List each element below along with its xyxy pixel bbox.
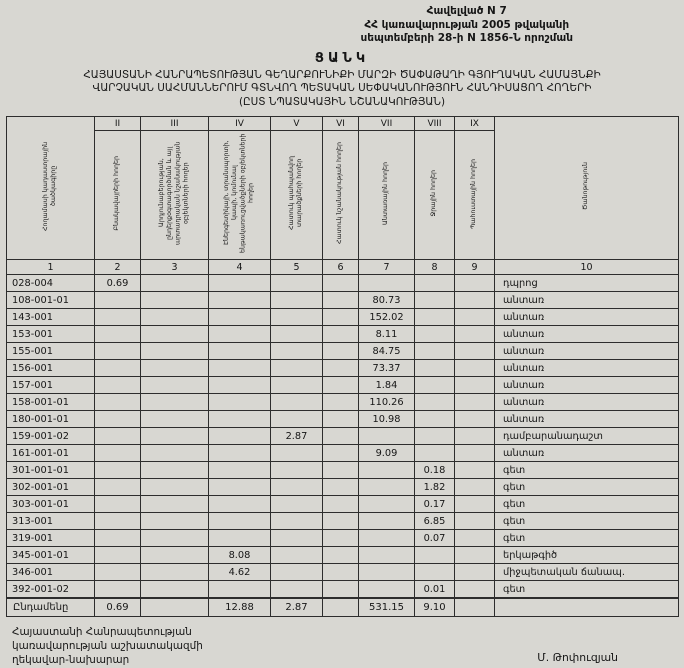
table-row (7, 326, 679, 343)
roman-numeral-VI: VI (323, 117, 359, 131)
table-row (7, 394, 679, 411)
table-row (7, 462, 679, 479)
parcel-code-cell: 392-001-02 (7, 581, 95, 599)
parcel-code-cell: 345-001-01 (7, 547, 95, 564)
value-cell (415, 547, 455, 564)
value-cell: 1.84 (359, 377, 415, 394)
value-cell: 0.07 (415, 530, 455, 547)
value-cell (141, 377, 209, 394)
value-cell (95, 326, 141, 343)
value-cell (141, 479, 209, 496)
value-cell: 1.82 (415, 479, 455, 496)
table-row (7, 547, 679, 564)
value-cell (455, 530, 495, 547)
value-cell (415, 360, 455, 377)
value-cell (323, 394, 359, 411)
header-category-7-label: Անտառային հողեր (382, 161, 390, 225)
value-cell (95, 462, 141, 479)
value-cell (141, 581, 209, 599)
table-row (7, 292, 679, 309)
value-cell (95, 496, 141, 513)
value-cell (359, 530, 415, 547)
value-cell (95, 394, 141, 411)
roman-numeral-V: V (271, 117, 323, 131)
value-cell (141, 326, 209, 343)
column-number-4: 4 (209, 260, 271, 275)
value-cell (209, 292, 271, 309)
value-cell (271, 564, 323, 581)
value-cell (95, 343, 141, 360)
value-cell (95, 564, 141, 581)
parcel-code-cell: 153-001 (7, 326, 95, 343)
parcel-code-cell: 028-004 (7, 275, 95, 292)
table-row (7, 343, 679, 360)
value-cell (323, 445, 359, 462)
value-cell (271, 411, 323, 428)
table-row (7, 581, 679, 599)
roman-numeral-row (7, 117, 679, 131)
value-cell (455, 428, 495, 445)
value-cell (141, 462, 209, 479)
column-number-1: 1 (7, 260, 95, 275)
parcel-code-cell: 158-001-01 (7, 394, 95, 411)
value-cell (271, 377, 323, 394)
value-cell (323, 292, 359, 309)
header-category-4-label: Էներգետիկայի, տրանսպորտի, կապի, կոմունալ ենթակառուցվածքների օբյեկտների հողեր (223, 133, 255, 254)
value-cell (209, 428, 271, 445)
header-category-5-label: Հատուկ պահպանվող տարածքների հողեր (288, 156, 304, 231)
value-cell (95, 479, 141, 496)
header-category-9 (455, 131, 495, 260)
value-cell (415, 292, 455, 309)
total-value-cell (141, 598, 209, 617)
value-cell (141, 275, 209, 292)
value-cell (209, 343, 271, 360)
note-cell: անտառ (495, 411, 679, 428)
note-cell: գետ (495, 530, 679, 547)
note-cell: անտառ (495, 309, 679, 326)
value-cell (455, 513, 495, 530)
value-cell (141, 309, 209, 326)
value-cell (455, 343, 495, 360)
header-category-6 (323, 131, 359, 260)
value-cell (323, 496, 359, 513)
value-cell (271, 343, 323, 360)
header-category-7 (359, 131, 415, 260)
column-number-2: 2 (95, 260, 141, 275)
value-cell (95, 411, 141, 428)
value-cell (323, 513, 359, 530)
header-parcel-code (7, 117, 95, 260)
parcel-code-cell: 302-001-01 (7, 479, 95, 496)
value-cell: 152.02 (359, 309, 415, 326)
value-cell: 110.26 (359, 394, 415, 411)
value-cell (415, 275, 455, 292)
header-category-6-label: Հատուկ նշանակության հողեր (336, 142, 344, 245)
header-category-2 (95, 131, 141, 260)
note-cell: դպրոց (495, 275, 679, 292)
value-cell (271, 292, 323, 309)
value-cell (271, 445, 323, 462)
value-cell (455, 411, 495, 428)
value-cell (455, 445, 495, 462)
value-cell (359, 275, 415, 292)
value-cell (271, 581, 323, 599)
value-cell (455, 377, 495, 394)
value-cell (359, 496, 415, 513)
parcel-code-cell: 313-001 (7, 513, 95, 530)
value-cell (455, 581, 495, 599)
value-cell (141, 360, 209, 377)
column-number-6: 6 (323, 260, 359, 275)
value-cell (209, 530, 271, 547)
value-cell (323, 411, 359, 428)
signature-block (6, 617, 678, 667)
value-cell (323, 462, 359, 479)
table-row (7, 411, 679, 428)
total-label-cell: Ընդամենը (7, 598, 95, 617)
value-cell (323, 547, 359, 564)
signatory-name: Մ. Թոփուզյան (537, 651, 618, 665)
value-cell (415, 343, 455, 360)
value-cell (415, 309, 455, 326)
header-note-label: Ծանոթություն (582, 162, 590, 211)
total-value-cell: 12.88 (209, 598, 271, 617)
value-cell (95, 428, 141, 445)
value-cell (323, 343, 359, 360)
value-cell (209, 377, 271, 394)
subtitle-line-2: ՎԱՐՉԱԿԱՆ ՍԱՀՄԱՆՆԵՐՈՒՄ ԳՏՆՎՈՂ ՊԵՏԱԿԱՆ ՍԵՓԱԿԱՆՈՒԹՅՈՒՆ ՀԱՆԴԻՍԱՑՈՂ ՀՈՂԵՐԻ (92, 82, 592, 95)
annex-block (360, 5, 573, 46)
table-body (7, 275, 679, 599)
value-cell (141, 445, 209, 462)
total-value-cell: 0.69 (95, 598, 141, 617)
column-number-5: 5 (271, 260, 323, 275)
value-cell (359, 547, 415, 564)
value-cell: 4.62 (209, 564, 271, 581)
value-cell (141, 513, 209, 530)
decree-line-1: ՀՀ կառավարության 2005 թվականի (364, 18, 570, 31)
parcel-code-cell: 319-001 (7, 530, 95, 547)
value-cell (323, 326, 359, 343)
value-cell (415, 394, 455, 411)
value-cell (323, 275, 359, 292)
header-category-3-label: Արդյունաբերության, ընդերքօգտագործման և այլ արտադրական նշանակության օբյեկտների հողեր (158, 141, 190, 246)
parcel-code-cell: 157-001 (7, 377, 95, 394)
parcel-code-cell: 161-001-01 (7, 445, 95, 462)
value-cell (141, 292, 209, 309)
roman-numeral-III: III (141, 117, 209, 131)
value-cell (209, 326, 271, 343)
value-cell (415, 445, 455, 462)
table-row (7, 377, 679, 394)
table-row (7, 445, 679, 462)
note-cell: անտառ (495, 445, 679, 462)
table-row (7, 360, 679, 377)
parcel-code-cell: 156-001 (7, 360, 95, 377)
doc-title: ՑԱՆԿ (314, 50, 370, 66)
value-cell (95, 547, 141, 564)
parcel-code-cell: 159-001-02 (7, 428, 95, 445)
value-cell (271, 513, 323, 530)
note-cell: անտառ (495, 360, 679, 377)
value-cell (455, 462, 495, 479)
value-cell (455, 309, 495, 326)
value-cell (359, 564, 415, 581)
value-cell (455, 547, 495, 564)
note-cell: գետ (495, 513, 679, 530)
note-cell: երկաթգիծ (495, 547, 679, 564)
total-value-cell (323, 598, 359, 617)
value-cell (359, 513, 415, 530)
value-cell (271, 394, 323, 411)
value-cell: 10.98 (359, 411, 415, 428)
value-cell (209, 581, 271, 599)
header-category-8-label: Ջրային հողեր (430, 170, 438, 217)
note-cell: անտառ (495, 343, 679, 360)
value-cell (323, 564, 359, 581)
note-cell: դամբարանադաշտ (495, 428, 679, 445)
roman-numeral-II: II (95, 117, 141, 131)
value-cell (359, 479, 415, 496)
value-cell (95, 292, 141, 309)
header-category-9-label: Պահուստային հողեր (470, 158, 478, 229)
value-cell (455, 479, 495, 496)
header-category-5 (271, 131, 323, 260)
value-cell (209, 462, 271, 479)
value-cell (95, 309, 141, 326)
value-cell (209, 445, 271, 462)
value-cell (455, 292, 495, 309)
value-cell: 80.73 (359, 292, 415, 309)
table-row (7, 275, 679, 292)
total-value-cell: 9.10 (415, 598, 455, 617)
note-cell: անտառ (495, 394, 679, 411)
value-cell (141, 547, 209, 564)
value-cell (141, 394, 209, 411)
header-category-8 (415, 131, 455, 260)
value-cell: 0.17 (415, 496, 455, 513)
value-cell (271, 479, 323, 496)
value-cell (209, 394, 271, 411)
value-cell (271, 309, 323, 326)
value-cell (359, 581, 415, 599)
note-cell: անտառ (495, 326, 679, 343)
parcel-code-cell: 143-001 (7, 309, 95, 326)
signatory-line-2: կառավարության աշխատակազմի (12, 640, 203, 653)
column-number-10: 10 (495, 260, 679, 275)
value-cell (95, 377, 141, 394)
value-cell (455, 496, 495, 513)
value-cell (271, 462, 323, 479)
note-cell: անտառ (495, 292, 679, 309)
note-cell: գետ (495, 581, 679, 599)
column-number-row (7, 260, 679, 275)
total-value-cell: 531.15 (359, 598, 415, 617)
value-cell (455, 564, 495, 581)
value-cell (359, 462, 415, 479)
doc-subtitle (6, 69, 678, 110)
value-cell (95, 445, 141, 462)
value-cell (323, 581, 359, 599)
header-note (495, 117, 679, 260)
note-cell: անտառ (495, 377, 679, 394)
value-cell (209, 411, 271, 428)
value-cell (271, 530, 323, 547)
value-cell (323, 309, 359, 326)
roman-numeral-VII: VII (359, 117, 415, 131)
value-cell (415, 564, 455, 581)
value-cell (323, 530, 359, 547)
total-value-cell: 2.87 (271, 598, 323, 617)
table-row (7, 496, 679, 513)
value-cell: 9.09 (359, 445, 415, 462)
value-cell (209, 513, 271, 530)
value-cell (141, 564, 209, 581)
roman-numeral-IX: IX (455, 117, 495, 131)
value-cell (415, 326, 455, 343)
table-row (7, 530, 679, 547)
value-cell (271, 547, 323, 564)
total-value-cell (455, 598, 495, 617)
parcel-code-cell: 346-001 (7, 564, 95, 581)
value-cell (455, 394, 495, 411)
parcel-code-cell: 301-001-01 (7, 462, 95, 479)
value-cell (209, 309, 271, 326)
subtitle-line-1: ՀԱՅԱՍՏԱՆԻ ՀԱՆՐԱՊԵՏՈՒԹՅԱՆ ԳԵՂԱՐՔՈՒՆԻՔԻ ՄԱՐԶԻ ԾԱՓԱԹԱՂԻ ԳՅՈՒՂԱԿԱՆ ՀԱՄԱՅՆՔԻ (83, 68, 601, 81)
value-cell: 6.85 (415, 513, 455, 530)
parcel-code-cell: 180-001-01 (7, 411, 95, 428)
note-cell: միջպետական ճանապ. (495, 564, 679, 581)
column-number-7: 7 (359, 260, 415, 275)
table-row (7, 564, 679, 581)
signatory-line-3: ղեկավար-նախարար (12, 653, 130, 666)
column-number-3: 3 (141, 260, 209, 275)
note-cell: գետ (495, 462, 679, 479)
column-number-8: 8 (415, 260, 455, 275)
decree-line-2: սեպտեմբերի 28-ի N 1856-Ն որոշման (360, 32, 573, 45)
value-cell (455, 326, 495, 343)
value-cell (323, 377, 359, 394)
value-cell (209, 496, 271, 513)
value-cell: 0.18 (415, 462, 455, 479)
value-cell (455, 275, 495, 292)
signatory-title (12, 626, 203, 667)
table-row (7, 479, 679, 496)
total-value-cell (495, 598, 679, 617)
header-parcel-code-label: Հողամասի կադաստրային ծածկագիրը (42, 141, 58, 232)
value-cell (95, 530, 141, 547)
value-cell (141, 411, 209, 428)
note-cell: գետ (495, 496, 679, 513)
value-cell (141, 530, 209, 547)
value-cell (323, 428, 359, 445)
parcel-code-cell: 155-001 (7, 343, 95, 360)
value-cell (323, 479, 359, 496)
roman-numeral-VIII: VIII (415, 117, 455, 131)
value-cell (95, 513, 141, 530)
land-parcels-table (6, 116, 679, 617)
value-cell (415, 377, 455, 394)
signatory-line-1: Հայաստանի Հանրապետության (12, 626, 192, 639)
header-category-2-label: Բնակավայրերի հողեր (113, 156, 121, 231)
annex-number: Հավելված N 7 (426, 5, 507, 17)
value-cell (209, 275, 271, 292)
value-cell (323, 360, 359, 377)
value-cell (415, 428, 455, 445)
value-cell (271, 326, 323, 343)
column-number-9: 9 (455, 260, 495, 275)
value-cell (455, 360, 495, 377)
total-row (7, 598, 679, 617)
value-cell: 73.37 (359, 360, 415, 377)
value-cell (141, 496, 209, 513)
value-cell (271, 275, 323, 292)
note-cell: գետ (495, 479, 679, 496)
value-cell: 84.75 (359, 343, 415, 360)
header-category-4 (209, 131, 271, 260)
value-cell (415, 411, 455, 428)
header-category-3 (141, 131, 209, 260)
value-cell (95, 581, 141, 599)
value-cell (209, 360, 271, 377)
table-header (7, 117, 679, 275)
value-cell (359, 428, 415, 445)
value-cell (271, 496, 323, 513)
value-cell (271, 360, 323, 377)
value-cell (141, 343, 209, 360)
value-cell: 8.11 (359, 326, 415, 343)
value-cell (95, 360, 141, 377)
value-cell: 2.87 (271, 428, 323, 445)
subtitle-line-3: (ԸՍՏ ՆՊԱՏԱԿԱՅԻՆ ՆՇԱՆԱԿՈՒԹՅԱՆ) (238, 95, 446, 108)
value-cell: 0.01 (415, 581, 455, 599)
value-cell: 8.08 (209, 547, 271, 564)
table-row (7, 428, 679, 445)
value-cell (141, 428, 209, 445)
table-row (7, 513, 679, 530)
value-cell: 0.69 (95, 275, 141, 292)
table-footer (7, 598, 679, 617)
parcel-code-cell: 108-001-01 (7, 292, 95, 309)
value-cell (209, 479, 271, 496)
roman-numeral-IV: IV (209, 117, 271, 131)
parcel-code-cell: 303-001-01 (7, 496, 95, 513)
table-row (7, 309, 679, 326)
